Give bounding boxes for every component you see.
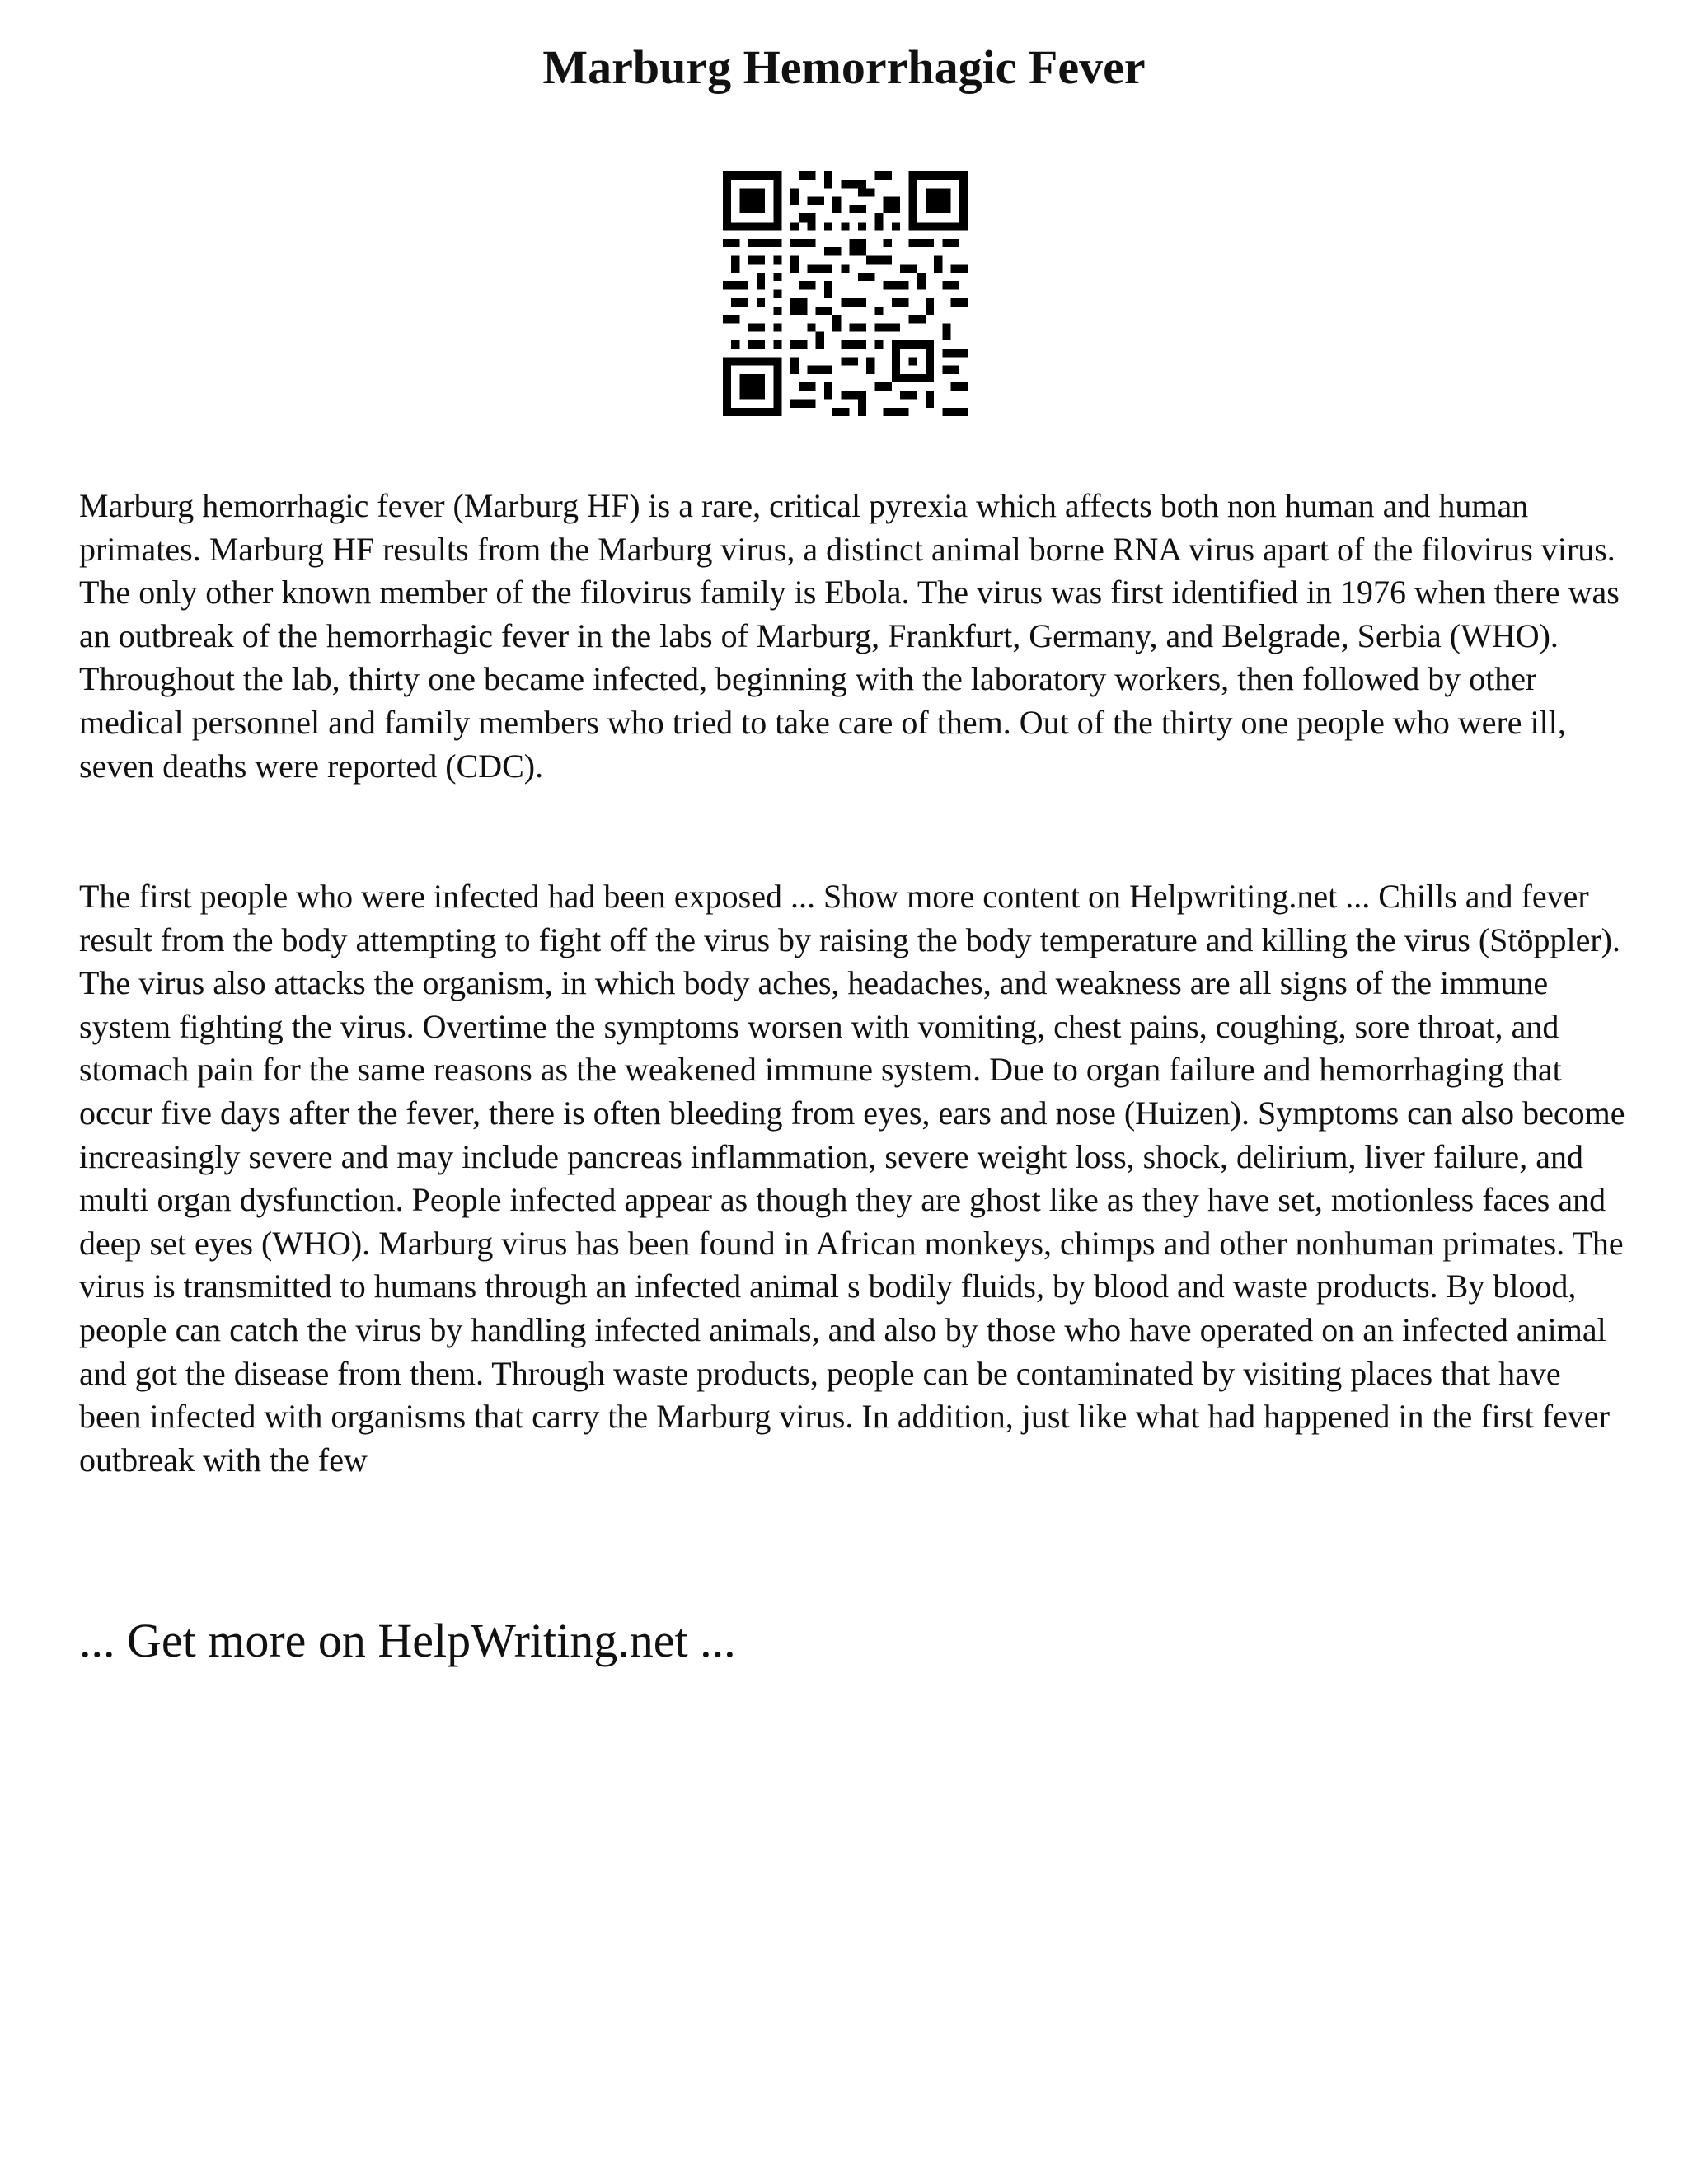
- get-more-link[interactable]: ... Get more on HelpWriting.net ...: [79, 1614, 736, 1667]
- page-title: Marburg Hemorrhagic Fever: [542, 40, 1146, 94]
- body-paragraph-2: The first people who were infected had been exposed ... Show more content on Helpwriting.net ... Chills and fever result from the body attempting to fight off the virus by raising the body temperature and killing the virus (Stöppler). The virus also attacks the organism, in which body aches, headaches, and weakness are all signs of the immune system fighting the virus. Overtime the symptoms worsen with vomiting, chest pains, coughing, sore throat, and stomach pain for the same reasons as the weakened immune system. Due to organ failure and hemorrhaging that occur five days after the fever, there is often bleeding from eyes, ears and nose (Huizen). Symptoms can also become increasingly severe and may include pancreas inflammation, severe weight loss, shock, delirium, liver failure, and multi organ dysfunction. People infected appear as though they are ghost like as they have set, motionless faces and deep set eyes (WHO). Marburg virus has been found in African monkeys, chimps and other nonhuman primates. The virus is transmitted to humans through an infected animal s bodily fluids, by blood and waste products. By blood, people can catch the virus by handling infected animals, and also by those who have operated on an infected animal and got the disease from them. Through waste products, people can be contaminated by visiting places that have been infected with organisms that carry the Marburg virus. In addition, just like what had happened in the first fever outbreak with the few: [79, 878, 1625, 1479]
- qr-code-icon[interactable]: [723, 171, 968, 416]
- body-paragraph-1: Marburg hemorrhagic fever (Marburg HF) is a rare, critical pyrexia which affects both non human and human primates. Marburg HF results from the Marburg virus, a distinct animal borne RNA virus apart of the filovirus virus. The only other known member of the filovirus family is Ebola. The virus was first identified in 1976 when there was an outbreak of the hemorrhagic fever in the labs of Marburg, Frankfurt, Germany, and Belgrade, Serbia (WHO). Throughout the lab, thirty one became infected, beginning with the laboratory workers, then followed by other medical personnel and family members who tried to take care of them. Out of the thirty one people who were ill, seven deaths were reported (CDC).: [79, 487, 1620, 785]
